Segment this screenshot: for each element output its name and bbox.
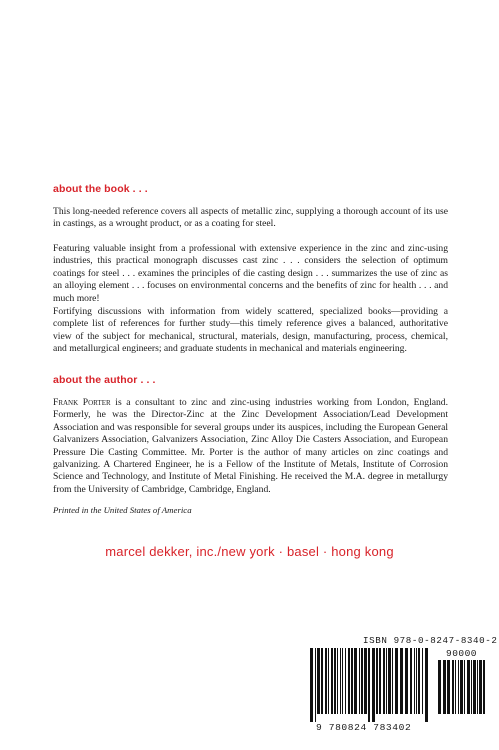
- about-book-heading: about the book . . .: [53, 183, 148, 195]
- barcode-bar: [345, 648, 346, 714]
- barcode-bar: [473, 660, 476, 714]
- about-author-paragraph: [53, 397, 448, 496]
- barcode-bar: [342, 648, 343, 714]
- barcode-bar: [447, 660, 450, 714]
- barcode-bar: [471, 660, 472, 714]
- barcode-bar: [425, 648, 428, 722]
- isbn-label: ISBN 978-0-8247-8340-2: [363, 635, 498, 646]
- barcode-bar: [337, 648, 338, 714]
- barcode-bar: [331, 648, 333, 714]
- barcode-bar: [443, 660, 446, 714]
- barcode-bar: [422, 648, 423, 714]
- barcode-block: [308, 648, 490, 738]
- printed-in-usa: Printed in the United States of America: [53, 505, 192, 515]
- publisher-imprint: marcel dekker, inc./new york · basel · hong kong: [105, 544, 394, 559]
- barcode-bar: [310, 648, 313, 722]
- barcode-bar: [317, 648, 320, 714]
- ean-barcode: [308, 648, 432, 722]
- barcode-bar: [328, 648, 329, 714]
- barcode-bar: [340, 648, 341, 714]
- barcode-bar: [359, 648, 360, 714]
- barcode-bar: [405, 648, 408, 714]
- barcode-bar: [361, 648, 363, 714]
- barcode-bar: [368, 648, 370, 722]
- barcode-bar: [379, 648, 381, 714]
- barcode-bar: [458, 660, 459, 714]
- barcode-bar: [383, 648, 385, 714]
- barcode-addon-number: 90000: [446, 648, 478, 659]
- barcode-bar: [452, 660, 454, 714]
- about-book-paragraph-1: This long-needed reference covers all aspects of metallic zinc, supplying a thorough account of its use in castings, as a wrought product, or as a coating for steel.: [53, 206, 448, 230]
- barcode-bar: [477, 660, 478, 714]
- barcode-bar: [372, 648, 375, 722]
- author-name: Frank Porter: [53, 397, 111, 408]
- barcode-bar: [351, 648, 353, 714]
- author-bio: is a consultant to zinc and zinc-using industries working from London, England. Formerly, he was the Director-Zinc at the Zinc Development Association/Lead Development Association and was responsible for several groups under its auspices, including the European General Galvanizers Association, Galvanizers Association, Zinc Alloy Die Casters Association, and European Pressure Die Casting Committee. Mr. Porter is the author of many articles on zinc coatings and galvanizing. A Chartered Engineer, he is a Fellow of the Institute of Metals, Institute of Corrosion Science and Technology, and Institute of Metal Finishing. He received the M.A. degree in metallurgy from the University of Cambridge, Cambridge, England.: [53, 397, 448, 495]
- barcode-bar: [414, 648, 415, 714]
- addon-barcode: [436, 660, 490, 722]
- barcode-digits: 9 780824 783402: [316, 722, 412, 733]
- about-author-heading: about the author . . .: [53, 374, 156, 386]
- barcode-bar: [388, 648, 391, 714]
- barcode-bar: [354, 648, 357, 714]
- barcode-bar: [438, 660, 441, 714]
- barcode-bar: [455, 660, 456, 714]
- barcode-bar: [416, 648, 417, 714]
- barcode-bar: [479, 660, 482, 714]
- barcode-bar: [321, 648, 323, 714]
- barcode-bar: [464, 660, 465, 714]
- barcode-bar: [334, 648, 336, 714]
- barcode-bar: [467, 660, 470, 714]
- barcode-bar: [410, 648, 412, 714]
- barcode-bar: [325, 648, 327, 714]
- barcode-bar: [395, 648, 398, 714]
- barcode-bar: [418, 648, 420, 714]
- barcode-bar: [460, 660, 463, 714]
- barcode-bar: [348, 648, 350, 714]
- barcode-bar: [392, 648, 393, 714]
- barcode-bar: [376, 648, 378, 714]
- about-book-paragraph-3: Fortifying discussions with information from widely scattered, specialized books—providing a complete list of references for further study—this timely reference gives a balanced, authoritative view of the subject for mechanical, structural, materials, design, manufacturing, process, chemical, and metallurgical engineers; and graduate students in mechanical and materials engineering.: [53, 306, 448, 355]
- about-book-paragraph-2: Featuring valuable insight from a professional with extensive experience in the zinc and zinc-using industries, this practical monograph discusses cast zinc . . . considers the selection of optimum coatings for steel . . . examines the principles of die casting design . . . summarizes the use of zinc as an alloying element . . . focuses on environmental concerns and the benefits of zinc for health . . . and much more!: [53, 243, 448, 304]
- barcode-bar: [400, 648, 403, 714]
- barcode-bar: [483, 660, 485, 714]
- barcode-bar: [386, 648, 387, 714]
- barcode-bar: [315, 648, 316, 722]
- barcode-bar: [364, 648, 367, 714]
